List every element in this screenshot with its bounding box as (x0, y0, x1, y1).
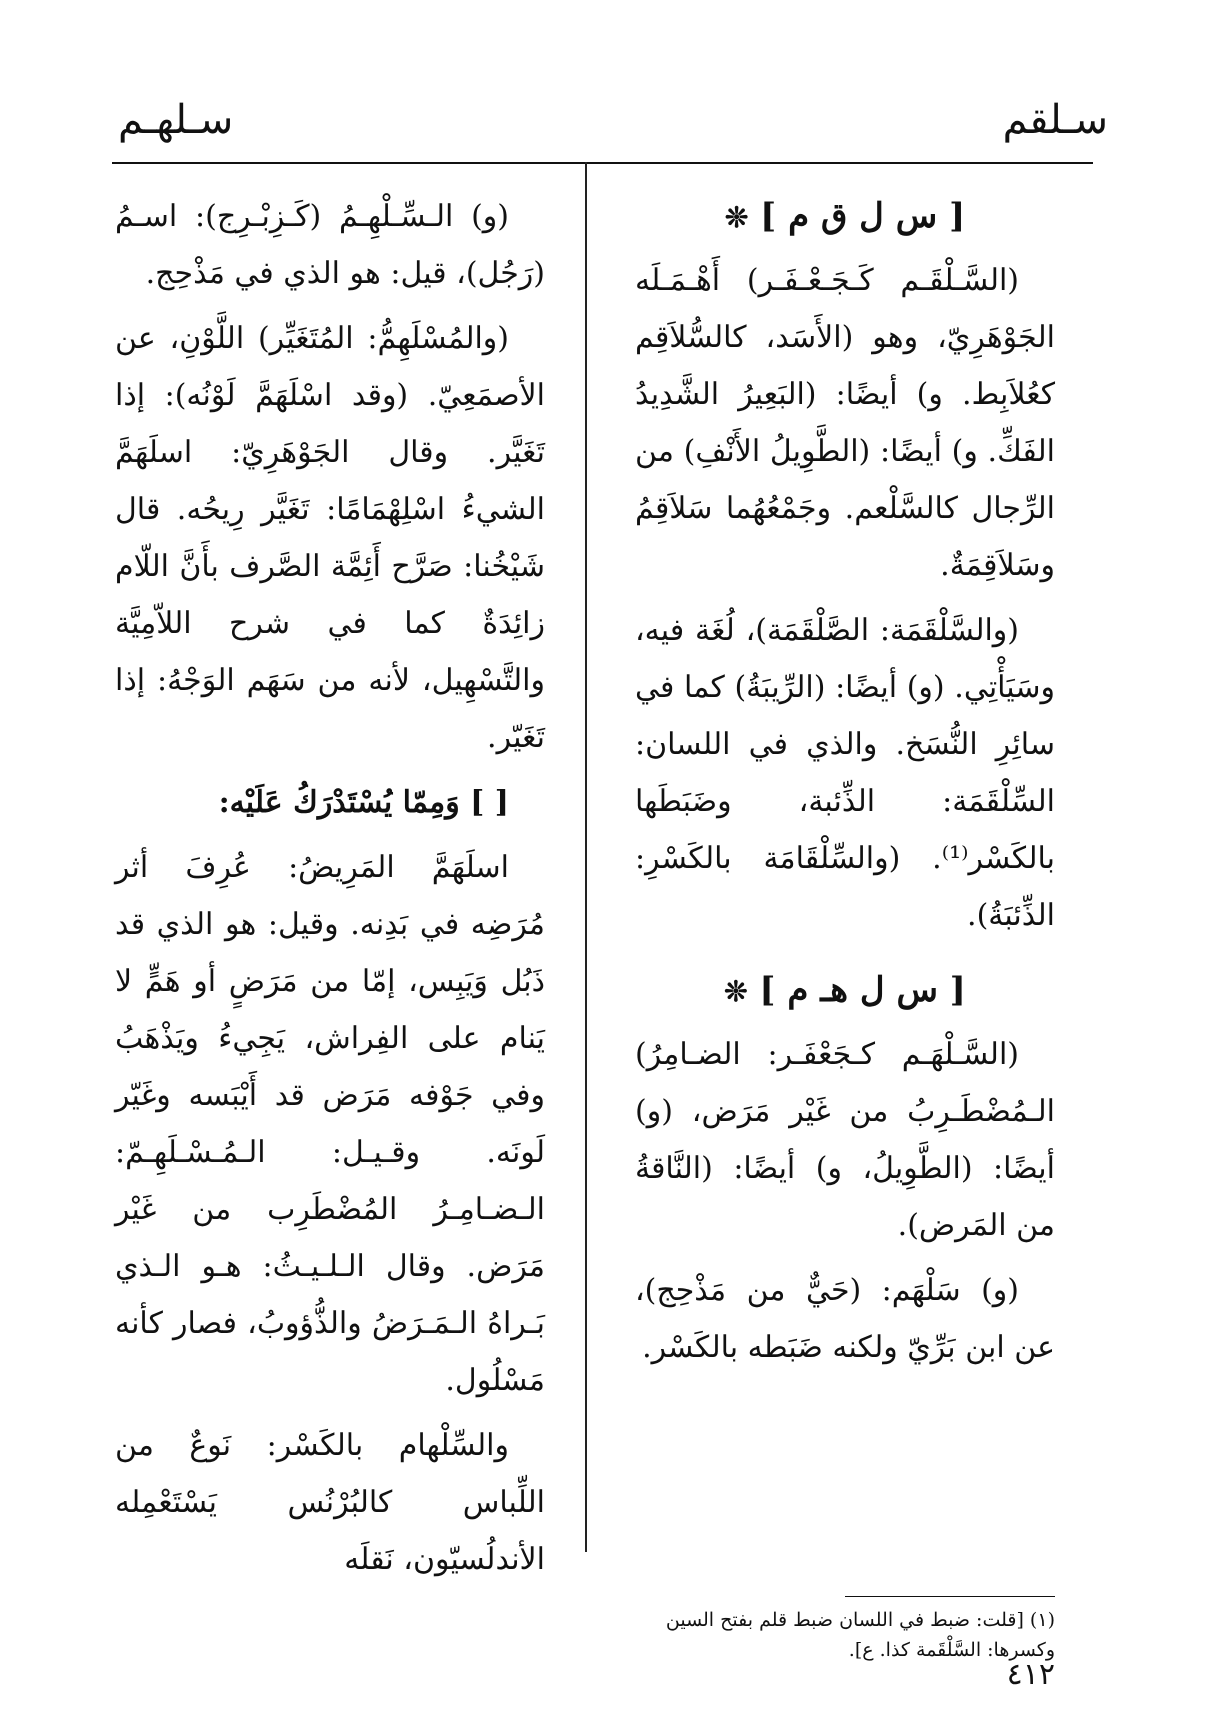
running-head-right: سـلقم (1002, 97, 1108, 143)
footnote-rule (845, 1596, 1055, 1597)
entry-paragraph: (و) سَلْهَم: (حَيٌّ من مَذْحِج)، عن ابن بَرِّيّ ولكنه ضَبَطه بالكَسْر. (635, 1273, 1055, 1365)
entry-paragraph: (السَّـلْهَـم كـجَعْفَـر: الضـامِرُ) الـمُضْطَـرِبُ من غَيْر مَرَض، (و) أيضًا: (الطَّوِيلُ، و) أيضًا: (النَّاقةُ من المَرض). (635, 1037, 1055, 1243)
entry-paragraph: اسلَهَمَّ المَرِيضُ: عُرِفَ أثر مُرَضِه في بَدِنه. وقيل: هو الذي قد ذَبُل وَيَبِس، إمّا من مَرَضٍ أو هَمٍّ لا يَنام على الفِراش، يَجِيءُ ويَذْهَبُ وفي جَوْفه مَرَض قد أَيْبَسه وغَيّر لَونَه. وقـيـل: الـمُـسْـلَهِـمّ: الـضـامِـرُ المُضْطَرِب من غَيْر مَرَض. وقال الـلـيـثُ: هـو الـذي بَـراهُ الـمَـرَضُ والذُّؤوبُ، فصار كأنه مَسْلُول. (115, 850, 545, 1398)
running-head-left: سـلهـم (118, 97, 234, 143)
entry-paragraph: (السَّـلْقَـم كَـجَـعْـفَـر) أَهْـمَـلَه الجَوْهَرِيّ، وهو (الأَسَد، كالسُّلاَقِم كعُلاَبِط. و) أيضًا: (البَعِيرُ الشَّدِيدُ الفَكِّ. و) أيضًا: (الطَّوِيلُ الأَنْفِ) من الرِّجال كالسَّلْعم. وجَمْعُهُما سَلاَقِمُ وسَلاَقِمَةٌ. (635, 263, 1055, 583)
right-column (635, 188, 1055, 1384)
entry-paragraph: (والسَّلْقَمَة: الصَّلْقَمَة)، لُغَة فيه، وسَيَأْتِي. (و) أيضًا: (الرِّيبَةُ) كما في سائِرِ النُّسَخ. والذي في اللسان: السِّلْقَمَة: الذِّئبة، وضَبَطَها بالكَسْر⁽¹⁾. (والسِّلْقَامَة بالكَسْرِ: الذِّئبَةُ). (635, 613, 1055, 933)
page-number: ٤١٢ (1006, 1657, 1055, 1692)
column-divider (585, 162, 587, 1552)
entry-paragraph: (والمُسْلَهِمُّ: المُتَغَيِّر) اللَّوْنِ، عن الأصمَعِيّ. (وقد اسْلَهَمَّ لَوْنُه): إذا تَغَيَّر. وقال الجَوْهَرِيّ: اسلَهَمَّ الشيءُ اسْلِهْمَامًا: تَغَيَّر رِيحُه. قال شَيْخُنا: صَرَّح أَئِمَّة الصَّرف بأَنَّ اللّام زائِدَةٌ كما في شرح اللاّمِيَّة والتَّسْهِيل، لأنه من سَهَم الوَجْهُ: إذا تَغَيّر. (115, 321, 545, 755)
entry-title-salqam: [ س ل ق م ] ❊ (724, 196, 966, 236)
asterisk-ornament-icon: ❊ (724, 975, 748, 1008)
supplement-heading: [ ] وَمِمّا يُسْتَدْرَكُ عَلَيْه: (218, 785, 509, 820)
entry-paragraph: والسِّلْهام بالكَسْر: نَوعٌ من اللِّباس كالبُرْنُس يَسْتَعْمِله الأندلُسيّون، نَقلَه (115, 1428, 545, 1577)
entry-paragraph: (و) الـسِّـلْهِـمُ (كَـزِبْـرِج): اسـمُ (رَجُل)، قيل: هو الذي في مَذْحِج. (115, 199, 545, 291)
footnote: (١) [قلت: ضبط في اللسان ضبط قلم بفتح السين وكسرها: السَّلْقَمة كذا. ع]. (665, 1609, 1055, 1661)
asterisk-ornament-icon: ❊ (724, 201, 749, 234)
left-column (115, 188, 545, 1596)
header-rule (112, 162, 1093, 164)
entry-title-salham: [ س ل هـ م ] ❊ (724, 970, 966, 1010)
